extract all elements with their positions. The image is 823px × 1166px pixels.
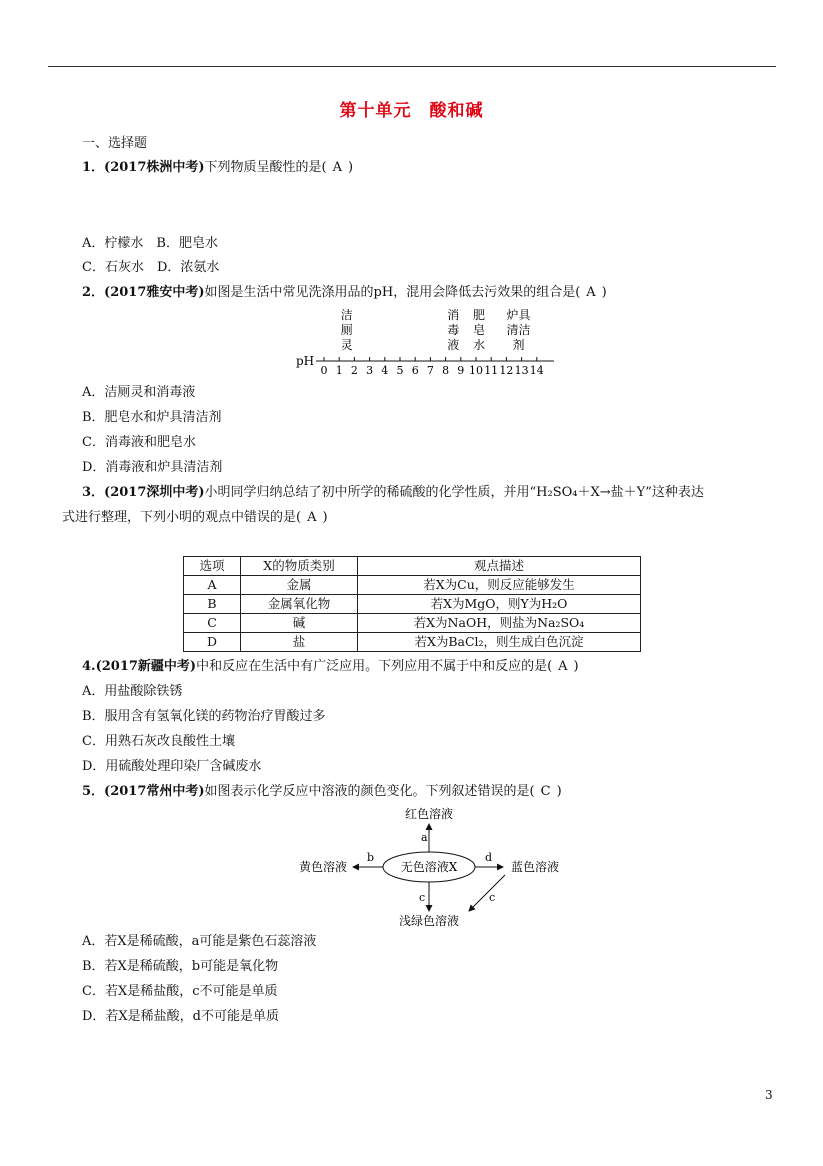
ph-tick-label: 3 — [366, 364, 374, 377]
option-line: B．服用含有氢氧化镁的药物治疗胃酸过多 — [82, 709, 326, 724]
arrow-label-a: a — [421, 831, 428, 844]
option-line: C．石灰水 D．浓氨水 — [82, 260, 220, 275]
page-title: 第十单元 酸和碱 — [339, 101, 484, 121]
answer: A — [586, 285, 596, 300]
ph-scale-figure — [290, 308, 570, 378]
ph-tick-label: 6 — [411, 364, 419, 377]
table-cell: 若X为NaOH，则盐为Na₂SO₄ — [358, 614, 641, 633]
options-table — [183, 556, 641, 652]
table-cell: 盐 — [241, 633, 358, 652]
ph-product-label: 水 — [473, 338, 486, 352]
question-5: 5．(2017常州中考)如图表示化学反应中溶液的颜色变化。下列叙述错误的是( C ) — [82, 784, 562, 799]
ph-product-label: 炉具 — [506, 308, 531, 322]
ph-product-label: 剂 — [512, 338, 525, 352]
ph-product-label: 皂 — [473, 323, 486, 337]
option-line: D．用硫酸处理印染厂含碱废水 — [82, 759, 262, 774]
arrow-c-diag — [469, 875, 505, 911]
table-cell: 金属 — [241, 576, 358, 595]
bottom-label: 浅绿色溶液 — [398, 914, 460, 928]
question-4: 4.(2017新疆中考)中和反应在生活中有广泛应用。下列应用不属于中和反应的是( A ) — [82, 659, 579, 674]
table-row — [184, 595, 641, 614]
arrow-label-c-diag: c — [489, 891, 496, 904]
ph-tick-label: 12 — [499, 364, 514, 377]
option-line: A．洁厕灵和消毒液 — [82, 385, 196, 400]
option-line: A．用盐酸除铁锈 — [82, 684, 183, 699]
question-source: (2017深圳中考) — [104, 485, 205, 500]
table-header-row — [184, 557, 641, 576]
ph-tick-label: 5 — [396, 364, 404, 377]
ph-product-label: 肥 — [473, 308, 486, 322]
ph-product-label: 清洁 — [506, 323, 531, 337]
answer: A — [307, 510, 317, 525]
ph-tick-label: 4 — [381, 364, 389, 377]
ph-product-label: 灵 — [340, 338, 353, 352]
question-3: 3．(2017深圳中考)小明同学归纳总结了初中所学的稀硫酸的化学性质，并用“H₂SO₄＋X→盐＋Y”这种表达 — [82, 485, 704, 500]
question-source: (2017新疆中考) — [95, 659, 197, 674]
question-3-continued: 式进行整理，下列小明的观点中错误的是( A ) — [62, 510, 328, 525]
ph-tick-label: 8 — [442, 364, 450, 377]
ph-product-label: 毒 — [447, 323, 460, 337]
header-rule — [48, 66, 776, 67]
table-cell: 若X为Cu，则反应能够发生 — [358, 576, 641, 595]
option-line: B．肥皂水和炉具清洁剂 — [82, 410, 222, 425]
top-label: 红色溶液 — [404, 807, 454, 821]
ph-tick-label: 13 — [514, 364, 529, 377]
ph-tick-label: 7 — [426, 364, 434, 377]
table-cell: D — [184, 633, 241, 652]
ph-tick-label: 9 — [457, 364, 465, 377]
option-line: A．柠檬水 B．肥皂水 — [82, 236, 218, 251]
option-line: C．消毒液和肥皂水 — [82, 435, 196, 450]
answer: C — [540, 784, 551, 799]
ph-tick-label: 0 — [320, 364, 328, 377]
ph-axis-label: pH — [296, 354, 315, 368]
color-change-diagram — [295, 803, 565, 931]
question-2: 2．(2017雅安中考)如图是生活中常见洗涤用品的pH，混用会降低去污效果的组合是( A ) — [82, 285, 607, 300]
table-header: X的物质类别 — [241, 557, 358, 576]
right-label: 蓝色溶液 — [510, 860, 560, 874]
option-line: D．消毒液和炉具清洁剂 — [82, 460, 223, 475]
ph-product-label: 消 — [447, 308, 460, 322]
left-label: 黄色溶液 — [298, 860, 348, 874]
option-line: C．若X是稀盐酸，c不可能是单质 — [82, 984, 278, 999]
question-source: (2017株洲中考) — [104, 160, 205, 175]
table-cell: B — [184, 595, 241, 614]
section-heading: 一、选择题 — [82, 136, 148, 151]
ph-product-label: 洁 — [340, 308, 353, 322]
answer: A — [558, 659, 568, 674]
arrow-label-d: d — [485, 851, 493, 864]
ph-product-label: 厕 — [340, 323, 353, 337]
table-cell: 金属氧化物 — [241, 595, 358, 614]
ph-tick-label: 11 — [484, 364, 499, 377]
option-line: D．若X是稀盐酸，d不可能是单质 — [82, 1009, 279, 1024]
question-source: (2017常州中考) — [104, 784, 205, 799]
table-cell: 碱 — [241, 614, 358, 633]
arrow-label-c: c — [419, 891, 426, 904]
table-cell: C — [184, 614, 241, 633]
ph-tick-label: 2 — [350, 364, 358, 377]
ph-tick-label: 10 — [469, 364, 483, 377]
table-row — [184, 576, 641, 595]
table-cell: 若X为MgO，则Y为H₂O — [358, 595, 641, 614]
table-row — [184, 614, 641, 633]
table-cell: 若X为BaCl₂，则生成白色沉淀 — [358, 633, 641, 652]
option-line: A．若X是稀硫酸，a可能是紫色石蕊溶液 — [82, 934, 317, 949]
ph-product-label: 液 — [447, 338, 460, 352]
option-line: B．若X是稀硫酸，b可能是氧化物 — [82, 959, 279, 974]
table-header: 选项 — [184, 557, 241, 576]
arrow-label-b: b — [367, 851, 375, 864]
ph-tick-label: 1 — [335, 364, 343, 377]
answer: A — [332, 160, 342, 175]
table-header: 观点描述 — [358, 557, 641, 576]
option-line: C．用熟石灰改良酸性土壤 — [82, 734, 235, 749]
center-label: 无色溶液X — [400, 860, 458, 874]
question-source: (2017雅安中考) — [104, 285, 205, 300]
page-number: 3 — [765, 1088, 773, 1102]
table-cell: A — [184, 576, 241, 595]
table-row — [184, 633, 641, 652]
ph-tick-label: 14 — [529, 364, 544, 377]
question-1: 1．(2017株洲中考)下列物质呈酸性的是( A ) — [82, 160, 354, 175]
